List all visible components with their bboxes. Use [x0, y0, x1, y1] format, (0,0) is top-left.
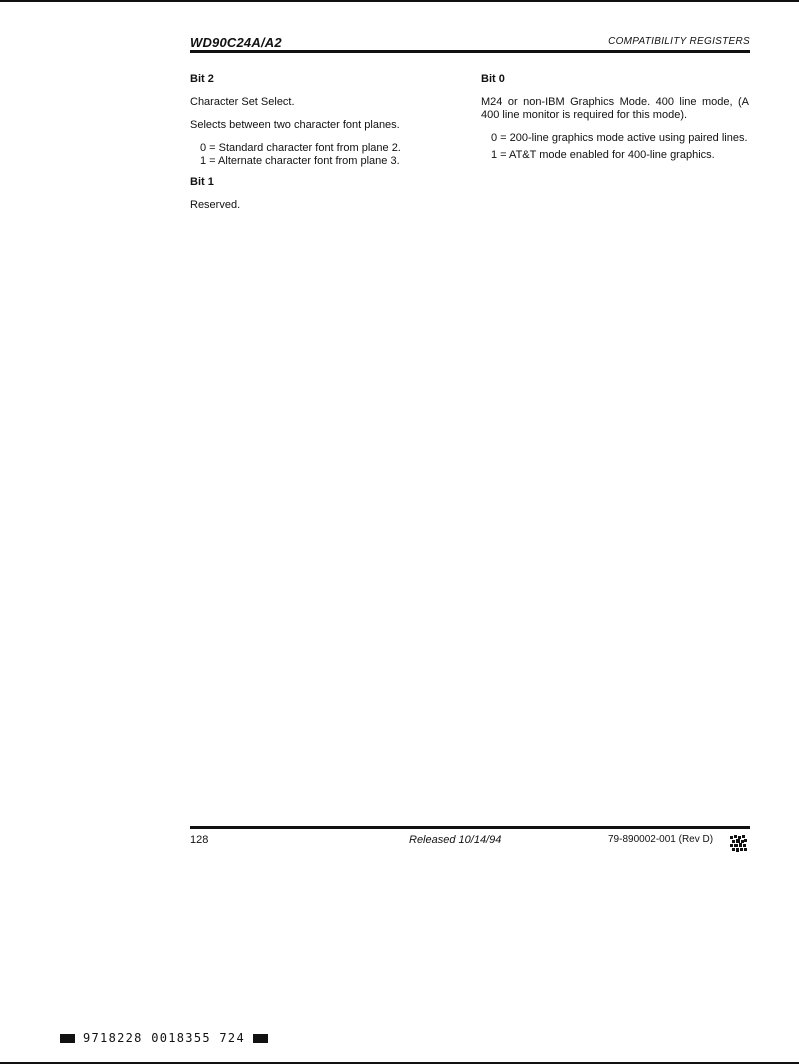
barcode-block-left — [60, 1034, 75, 1043]
bit2-option-0: 0 = Standard character font from plane 2. — [200, 142, 401, 154]
bit2-description: Selects between two character font planes. — [190, 119, 400, 131]
bit2-options — [190, 142, 435, 168]
document-number: 79-890002-001 (Rev D) — [608, 834, 714, 845]
left-column — [190, 73, 435, 222]
page-number: 128 — [190, 834, 209, 846]
bit2-heading: Bit 2 — [190, 73, 214, 85]
document-title: WD90C24A/A2 — [190, 35, 282, 50]
wd-logo-icon — [730, 835, 747, 852]
section-title: COMPATIBILITY REGISTERS — [608, 36, 750, 47]
page-top-border — [0, 0, 799, 2]
barcode-digits: 9718228 0018355 724 — [83, 1031, 245, 1045]
right-column — [481, 73, 749, 170]
bit1-description: Reserved. — [190, 199, 241, 211]
release-date: Released 10/14/94 — [409, 834, 502, 846]
bit2-name: Character Set Select. — [190, 96, 295, 108]
barcode-block-right — [253, 1034, 268, 1043]
header-rule — [190, 50, 750, 53]
footer-rule — [190, 826, 750, 829]
bit0-options — [481, 132, 749, 162]
bit0-description: M24 or non-IBM Graphics Mode. 400 line mode, (A 400 line monitor is required for this mode). — [481, 96, 749, 121]
bit0-heading: Bit 0 — [481, 73, 505, 85]
barcode-strip — [60, 1031, 268, 1045]
bit0-option-1: 1 = AT&T mode enabled for 400-line graphics. — [491, 149, 715, 161]
bit1-heading: Bit 1 — [190, 176, 214, 188]
bit0-option-0: 0 = 200-line graphics mode active using paired lines. — [491, 132, 748, 144]
bit2-option-1: 1 = Alternate character font from plane 3. — [200, 155, 400, 167]
